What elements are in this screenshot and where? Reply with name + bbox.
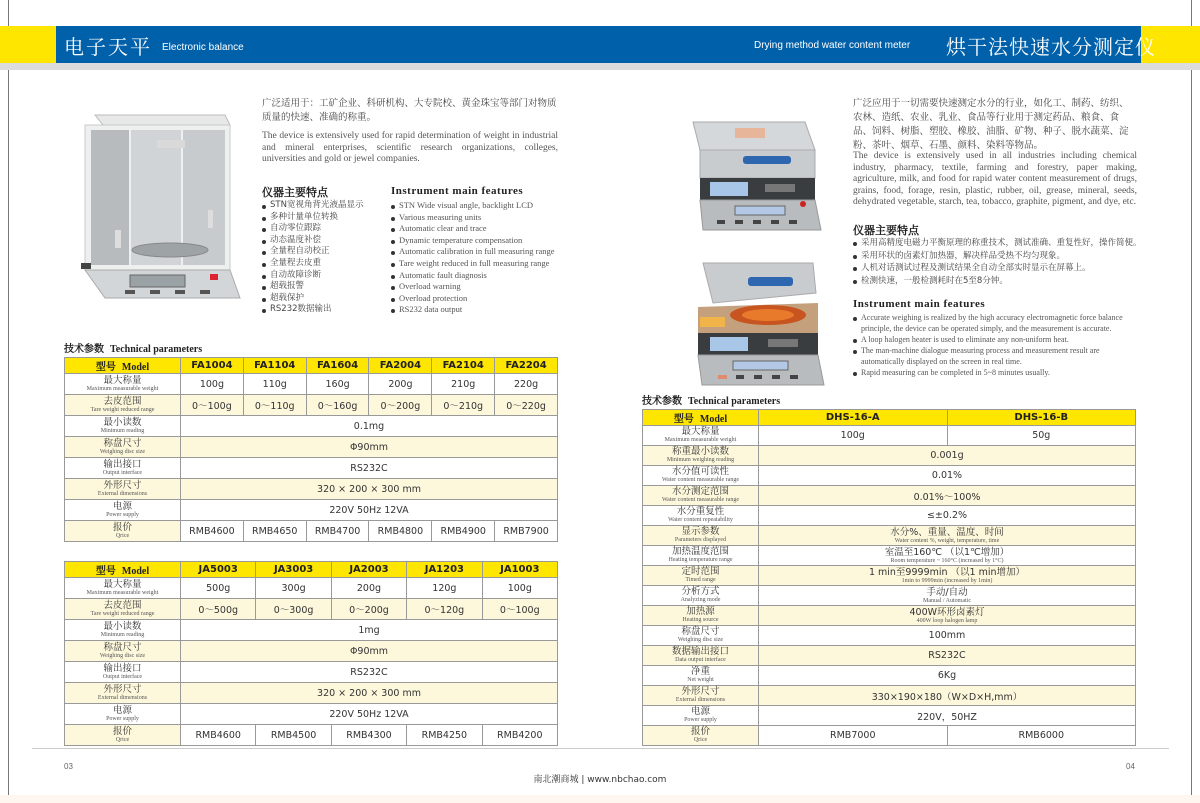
feature-item: Overload warning [391, 281, 566, 293]
table-cell: 100g [482, 578, 557, 599]
right-title-cn: 烘干法快速水分测定仪 [946, 35, 1156, 59]
table-row [65, 578, 558, 599]
table-header-row [643, 410, 1136, 426]
table-row [643, 626, 1136, 646]
table-cell: 0～160g [306, 395, 369, 416]
table-cell: 手动/自动 Manual / Automatic [759, 586, 1136, 606]
row-label: 电源 Power supply [643, 706, 759, 726]
price-cell: RMB4650 [243, 521, 306, 542]
table-cell: RS232C [759, 646, 1136, 666]
table-cell: 室温至160℃ （以1℃增加） Room temperature ~ 160°C (increased by 1°C) [759, 546, 1136, 566]
row-label: 称盘尺寸 Weighing disc size [65, 641, 181, 662]
model-cell: JA1203 [407, 562, 482, 578]
price-cell: RMB4200 [482, 725, 557, 746]
table-cell: 300g [256, 578, 331, 599]
row-label: 输出接口 Output interface [65, 458, 181, 479]
row-label: 分析方式 Analyzing mode [643, 586, 759, 606]
table-cell: 220V 50Hz 12VA [181, 500, 558, 521]
table-row [65, 599, 558, 620]
row-label: 外形尺寸 External dimensions [65, 479, 181, 500]
left-features-title-cn: 仪器主要特点 [262, 186, 328, 199]
table-cell: 6Kg [759, 666, 1136, 686]
row-label: 去皮范围 Tare weight reduced range [65, 395, 181, 416]
feature-item: 自动零位跟踪 [262, 223, 387, 235]
feature-item: Automatic fault diagnosis [391, 270, 566, 282]
header-accent-left [0, 26, 56, 63]
ja-spec-table [64, 561, 558, 746]
table-row [65, 395, 558, 416]
feature-item: 自动故障诊断 [262, 270, 387, 282]
table-row [643, 506, 1136, 526]
table-cell: 0～500g [181, 599, 256, 620]
table-row [65, 416, 558, 437]
model-label: 型号 Model [643, 410, 759, 426]
table-cell: 400W环形卤素灯 400W loop halogen lamp [759, 606, 1136, 626]
feature-item: STN宽视角背光液晶显示 [262, 200, 387, 212]
tech-title-cn: 技术参数 [64, 344, 104, 355]
table-row [643, 686, 1136, 706]
price-cell: RMB4600 [181, 521, 244, 542]
header-shadow [0, 63, 1200, 70]
table-cell: 50g [947, 426, 1136, 446]
feature-item: 人机对话测试过程及测试结果全自动全部实时显示在屏幕上。 [853, 262, 1148, 275]
feature-item: Rapid measuring can be completed in 5~8 minutes usually. [853, 367, 1123, 378]
table-cell: 0～200g [331, 599, 406, 620]
table-row [643, 586, 1136, 606]
right-tech-title [642, 392, 780, 407]
table-row [643, 466, 1136, 486]
footer-site-link[interactable]: 南北潮商城 | www.nbchao.com [533, 775, 667, 785]
feature-item: 多种计量单位转换 [262, 212, 387, 224]
model-label: 型号 Model [65, 358, 181, 374]
left-title-cn: 电子天平 [64, 35, 152, 59]
table-row [65, 374, 558, 395]
model-cell: FA1604 [306, 358, 369, 374]
table-cell: RS232C [181, 458, 558, 479]
row-label: 电源 Power supply [65, 500, 181, 521]
footer-divider [32, 748, 1169, 749]
table-cell: 0～120g [407, 599, 482, 620]
right-features-en-list [853, 312, 1123, 378]
table-row [65, 620, 558, 641]
feature-item: 超载保护 [262, 293, 387, 305]
crop-mark-right [1191, 0, 1192, 803]
row-label: 数据输出接口 Data output interface [643, 646, 759, 666]
price-cell: RMB4800 [369, 521, 432, 542]
feature-item: Automatic calibration in full measuring range [391, 246, 566, 258]
price-cell: RMB4600 [181, 725, 256, 746]
table-cell: 110g [243, 374, 306, 395]
feature-item: 超载报警 [262, 281, 387, 293]
table-row [643, 446, 1136, 466]
price-cell: RMB4300 [331, 725, 406, 746]
price-cell: RMB4500 [256, 725, 331, 746]
feature-item: STN Wide visual angle, backlight LCD [391, 200, 566, 212]
right-intro-cn: 广泛应用于一切需要快速测定水分的行业，如化工、制药、纺织、农林、造纸、农业、乳业、食品等行业用于测定药品、粮食、食品、饲料、树脂、塑胶、橡胶、油脂、矿物、种子、脱水蔬菜、淀粉、茶叶、烟草、石墨、颜料、染料等物品。 [853, 98, 1129, 151]
feature-item: Various measuring units [391, 212, 566, 224]
table-row [65, 641, 558, 662]
row-label: 报价 Qrice [65, 521, 181, 542]
table-row [65, 437, 558, 458]
crop-mark-left [8, 0, 9, 803]
table-row [643, 486, 1136, 506]
price-cell: RMB7000 [759, 726, 948, 746]
left-features-title-en: Instrument main features [391, 185, 524, 197]
table-cell: 330×190×180（W×D×H,mm） [759, 686, 1136, 706]
table-cell: 220V 50Hz 12VA [181, 704, 558, 725]
row-label: 报价 Qrice [65, 725, 181, 746]
feature-item: Overload protection [391, 293, 566, 305]
model-cell: JA1003 [482, 562, 557, 578]
table-cell: Φ90mm [181, 641, 558, 662]
table-row [643, 566, 1136, 586]
left-features-cn-list [262, 200, 387, 316]
tech-title-en: Technical parameters [688, 396, 781, 407]
feature-item: The man-machine dialogue measuring process and measurement result are automatically displayed on the screen in real time. [853, 345, 1123, 367]
row-label: 最大称量 Maximum measurable weight [65, 578, 181, 599]
price-cell: RMB7900 [495, 521, 558, 542]
table-cell: Φ90mm [181, 437, 558, 458]
model-cell: FA1004 [181, 358, 244, 374]
table-row [65, 725, 558, 746]
dhs-spec-table [642, 409, 1136, 746]
feature-item: Dynamic temperature compensation [391, 235, 566, 247]
row-label: 定时范围 Timed range [643, 566, 759, 586]
fa-spec-table [64, 357, 558, 542]
moisture-meter-open-image [668, 255, 828, 395]
price-cell: RMB6000 [947, 726, 1136, 746]
left-intro-en: The device is extensively used for rapid determination of weight in industrial and mineral enterprises, scientific research organizations, colleges, universities and gold or jewel companies. [262, 131, 558, 164]
row-label: 去皮范围 Tare weight reduced range [65, 599, 181, 620]
model-cell: JA3003 [256, 562, 331, 578]
table-row [643, 726, 1136, 746]
table-cell: 320 × 200 × 300 mm [181, 683, 558, 704]
table-cell: 160g [306, 374, 369, 395]
table-cell: 200g [369, 374, 432, 395]
page-number-right: 04 [1126, 762, 1135, 771]
table-row [65, 683, 558, 704]
table-cell: 220g [495, 374, 558, 395]
tech-title-cn: 技术参数 [642, 396, 682, 407]
table-cell: 0～100g [482, 599, 557, 620]
table-cell: 0.01% [759, 466, 1136, 486]
row-label: 外形尺寸 External dimensions [643, 686, 759, 706]
feature-item: A loop halogen heater is used to eliminate any non-uniform heat. [853, 334, 1123, 345]
table-cell: 100g [181, 374, 244, 395]
model-cell: FA1104 [243, 358, 306, 374]
feature-item: 动态温度补偿 [262, 235, 387, 247]
row-label: 最大称量 Maximum measurable weight [65, 374, 181, 395]
table-row [65, 479, 558, 500]
table-cell: 0.001g [759, 446, 1136, 466]
table-header-row [65, 358, 558, 374]
feature-item: Tare weight reduced in full measuring range [391, 258, 566, 270]
table-cell: 0～200g [369, 395, 432, 416]
model-cell: FA2004 [369, 358, 432, 374]
table-cell: 320 × 200 × 300 mm [181, 479, 558, 500]
feature-item: RS232数据输出 [262, 304, 387, 316]
moisture-meter-closed-image [665, 100, 825, 240]
row-label: 水分重复性 Water content repeatability [643, 506, 759, 526]
table-cell: 1 min至9999min （以1 min增加） 1min to 9999min (increased by 1min) [759, 566, 1136, 586]
electronic-balance-image [75, 100, 245, 305]
table-row [65, 704, 558, 725]
feature-item: 采用环状的卤素灯加热器，解决样品受热不均匀现象。 [853, 250, 1148, 263]
table-row [65, 500, 558, 521]
table-row [65, 662, 558, 683]
row-label: 加热温度范围 Heating temperature range [643, 546, 759, 566]
page-number-left: 03 [64, 762, 73, 771]
row-label: 显示参数 Parameters displayed [643, 526, 759, 546]
feature-item: 全量程去皮重 [262, 258, 387, 270]
model-cell: FA2104 [432, 358, 495, 374]
row-label: 水分测定范围 Water content measurable range [643, 486, 759, 506]
table-cell: 200g [331, 578, 406, 599]
tech-title-en: Technical parameters [110, 344, 203, 355]
left-title-en: Electronic balance [162, 42, 244, 53]
feature-item: RS232 data output [391, 304, 566, 316]
table-cell: 0～300g [256, 599, 331, 620]
feature-item: 全量程自动校正 [262, 246, 387, 258]
price-cell: RMB4900 [432, 521, 495, 542]
model-cell: JA5003 [181, 562, 256, 578]
row-label: 称盘尺寸 Weighing disc size [65, 437, 181, 458]
table-cell: ≤±0.2% [759, 506, 1136, 526]
right-features-title-en: Instrument main features [853, 298, 986, 310]
table-row [643, 526, 1136, 546]
feature-item: Automatic clear and trace [391, 223, 566, 235]
table-cell: RS232C [181, 662, 558, 683]
table-row [643, 546, 1136, 566]
table-row [643, 646, 1136, 666]
price-cell: RMB4250 [407, 725, 482, 746]
table-cell: 1mg [181, 620, 558, 641]
row-label: 最大称量 Maximum measurable weight [643, 426, 759, 446]
table-cell: 120g [407, 578, 482, 599]
model-label: 型号 Model [65, 562, 181, 578]
table-cell: 0～100g [181, 395, 244, 416]
right-features-cn-list [853, 237, 1148, 287]
table-cell: 220V，50HZ [759, 706, 1136, 726]
left-features-en-list [391, 200, 566, 316]
model-cell: FA2204 [495, 358, 558, 374]
table-header-row [65, 562, 558, 578]
bottom-edge [0, 795, 1200, 803]
table-cell: 500g [181, 578, 256, 599]
price-cell: RMB4700 [306, 521, 369, 542]
left-tech-title [64, 340, 202, 355]
table-row [643, 606, 1136, 626]
feature-item: 检测快速，一般检测耗时在5至8分钟。 [853, 275, 1148, 288]
row-label: 称盘尺寸 Weighing disc size [643, 626, 759, 646]
right-features-title-cn: 仪器主要特点 [853, 224, 919, 237]
left-intro-cn: 广泛适用于：工矿企业、科研机构、大专院校、黄金珠宝等部门对物质质量的快速、准确的称重。 [262, 98, 557, 123]
model-cell: DHS-16-A [759, 410, 948, 426]
row-label: 报价 Qrice [643, 726, 759, 746]
table-row [643, 706, 1136, 726]
table-cell: 100g [759, 426, 948, 446]
table-row [643, 426, 1136, 446]
table-cell: 0.01%～100% [759, 486, 1136, 506]
row-label: 输出接口 Output interface [65, 662, 181, 683]
row-label: 称重最小读数 Minimum weighing reading [643, 446, 759, 466]
table-row [643, 666, 1136, 686]
feature-item: 采用高精度电磁力平衡原理的称重技术，测试准确、重复性好，操作简便。 [853, 237, 1148, 250]
row-label: 加热源 Heating source [643, 606, 759, 626]
table-cell: 0～210g [432, 395, 495, 416]
table-cell: 0～110g [243, 395, 306, 416]
table-cell: 100mm [759, 626, 1136, 646]
row-label: 最小读数 Minimum reading [65, 620, 181, 641]
right-title-en: Drying method water content meter [754, 40, 911, 51]
table-row [65, 521, 558, 542]
table-cell: 0～220g [495, 395, 558, 416]
right-intro-en: The device is extensively used in all industries including chemical industry, pharmacy, textile, farming and forestry, paper making, agriculture, milk, and food for rapid water content measurement of drugs, grains, food, forage, resin, plastic, rubber, oil, grease, mineral, seeds, dehydrated vegetable, starch, tea, tobacco, graphite, pigment, and dye, etc. [853, 151, 1137, 207]
table-cell: 0.1mg [181, 416, 558, 437]
table-cell: 210g [432, 374, 495, 395]
row-label: 电源 Power supply [65, 704, 181, 725]
row-label: 水分值可读性 Water content measurable range [643, 466, 759, 486]
model-cell: DHS-16-B [947, 410, 1136, 426]
row-label: 外形尺寸 External dimensions [65, 683, 181, 704]
row-label: 最小读数 Minimum reading [65, 416, 181, 437]
table-cell: 水分%、重量、温度、时间 Water content %, weight, temperature, time [759, 526, 1136, 546]
model-cell: JA2003 [331, 562, 406, 578]
feature-item: Accurate weighing is realized by the high accuracy electromagnetic force balance principle, the device can be operated simply, and the measurement is accurate. [853, 312, 1123, 334]
table-row [65, 458, 558, 479]
row-label: 净重 Net weight [643, 666, 759, 686]
